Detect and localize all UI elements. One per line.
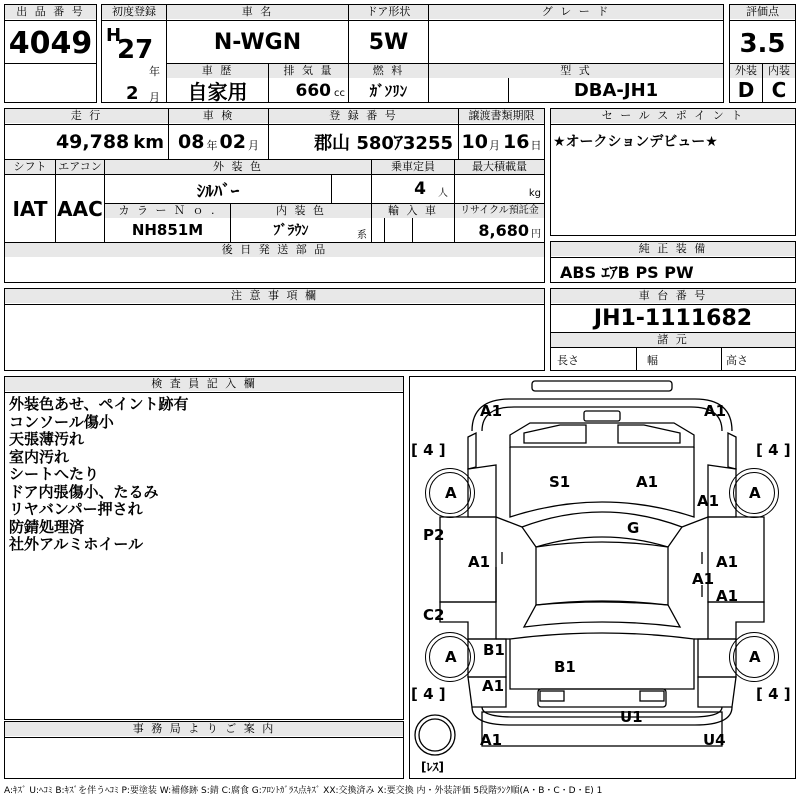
tire-grade-front-left: A	[445, 484, 457, 502]
damage-mark: A1	[636, 473, 659, 491]
inspection-month-unit: 月	[247, 138, 259, 152]
history: 自家用	[187, 80, 248, 104]
first-reg-label: 初度登録	[102, 5, 166, 19]
capacity: 4	[414, 179, 426, 199]
details-box	[4, 108, 545, 283]
damage-mark: A1	[480, 402, 503, 420]
notes-box	[4, 288, 545, 371]
score: 3.5	[739, 29, 786, 59]
inspection-year-unit: 年	[206, 138, 218, 152]
capacity-cell	[372, 175, 448, 203]
max-load-label: 最大積載量	[455, 160, 544, 174]
parts-label: 後 日 発 送 部 品	[5, 243, 544, 257]
width-label: 幅	[647, 354, 658, 367]
inspector-item: ドア内張傷小、たるみ	[9, 482, 159, 501]
shift: IAT	[12, 196, 48, 221]
damage-mark: G	[627, 519, 640, 537]
damage-mark: A1	[692, 570, 715, 588]
import	[372, 218, 454, 242]
ac-label: エアコン	[56, 160, 104, 174]
damage-mark: A1	[482, 677, 505, 695]
damage-mark: U1	[620, 708, 643, 726]
recycle-label: リサイクル預託金	[455, 204, 544, 218]
options-label: 純 正 装 備	[551, 242, 795, 256]
plate: 郡山 580ｱ3255	[314, 133, 453, 154]
mileage: 49,788	[55, 131, 130, 153]
displacement-cell	[269, 78, 345, 103]
import-label: 輸 入 車	[372, 204, 454, 218]
damage-mark: A1	[480, 731, 503, 749]
score-label: 評価点	[730, 5, 795, 19]
office-box	[4, 721, 404, 779]
chassis-label: 車 台 番 号	[551, 289, 795, 303]
damage-mark: C2	[423, 606, 445, 624]
era: H	[106, 25, 122, 46]
damage-mark: B1	[483, 641, 505, 659]
lot-box	[4, 4, 97, 103]
sales-point-text: ★オークションデビュー★	[553, 134, 718, 150]
interior-color-suffix: 系	[357, 230, 367, 241]
ac: AAC	[57, 196, 103, 221]
mileage-unit: km	[133, 131, 164, 153]
damage-mark: P2	[423, 526, 445, 544]
vehicle-header-box	[101, 4, 724, 103]
interior-color: ﾌﾞﾗｳﾝ	[273, 223, 309, 239]
tire-grade-rear-left: A	[445, 648, 457, 666]
fuel-label: 燃 料	[349, 64, 428, 78]
car-outline	[410, 377, 795, 778]
transfer-day-unit: 日	[530, 138, 542, 152]
grade-label: グ レ ー ド	[429, 5, 723, 19]
model-label: 型 式	[429, 64, 723, 78]
first-reg-month: 2	[126, 83, 139, 104]
inspector-list	[9, 396, 189, 554]
inspection-year: 08	[178, 131, 205, 153]
damage-mark: A1	[716, 553, 739, 571]
tread-front-right: [ 4 ]	[756, 441, 791, 459]
transfer-cell	[459, 125, 544, 159]
inspection-label: 車 検	[169, 109, 268, 123]
month-unit: 月	[149, 91, 160, 104]
color-no-label: カ ラ ー Ｎ ｏ .	[105, 204, 230, 218]
interior-color-label: 内 装 色	[231, 204, 371, 218]
transfer-day: 16	[503, 131, 530, 153]
inspector-box	[4, 376, 404, 720]
transfer-label: 譲渡書類期限	[459, 109, 544, 123]
interior-grade: C	[771, 78, 787, 102]
plate-label: 登 録 番 号	[269, 109, 458, 123]
recycle: 8,680	[478, 220, 529, 240]
inspection-cell	[169, 125, 268, 159]
shift-label: シフト	[5, 160, 55, 174]
tire-grade-front-right: A	[749, 484, 761, 502]
score-box	[729, 4, 796, 103]
damage-mark: A1	[468, 553, 491, 571]
door-label: ドア形状	[349, 5, 428, 19]
car-name-label: 車 名	[167, 5, 348, 19]
history-label: 車 歴	[167, 64, 268, 78]
inspector-item: シートへたり	[9, 465, 100, 483]
grade	[429, 21, 723, 63]
damage-mark: A1	[716, 587, 739, 605]
displacement-label: 排 気 量	[269, 64, 348, 78]
car-name: N-WGN	[213, 29, 302, 55]
door-type: 5W	[368, 29, 409, 55]
sales-point-box	[550, 108, 796, 236]
car-diagram	[409, 376, 796, 779]
tread-rear-left: [ 4 ]	[411, 685, 446, 703]
length-label: 長さ	[557, 354, 579, 367]
tread-rear-right: [ 4 ]	[756, 685, 791, 703]
exterior-label: 外装	[730, 64, 762, 78]
interior-label: 内装	[763, 64, 795, 78]
capacity-label: 乗車定員	[372, 160, 454, 174]
displacement-unit: cc	[334, 88, 345, 99]
options-box	[550, 241, 796, 283]
spare-tire-label: [ﾚｽ]	[421, 760, 444, 774]
chassis-box	[550, 288, 796, 371]
inspection-month: 02	[219, 131, 246, 153]
inspector-item: 外装色あせ、ペイント跡有	[9, 395, 189, 413]
recycle-unit: 円	[531, 229, 541, 240]
model-code: DBA-JH1	[573, 80, 659, 101]
first-reg-year: 27	[117, 35, 154, 65]
inspector-item: 室内汚れ	[9, 447, 70, 466]
damage-mark: B1	[554, 658, 576, 676]
sales-point-label: セ ー ル ス ポ イ ン ト	[551, 109, 795, 123]
options-text: ABS ｴｱB PS PW	[560, 263, 694, 282]
exterior-grade: D	[737, 78, 755, 102]
color-label: 外 装 色	[105, 160, 371, 174]
damage-mark: A1	[697, 492, 720, 510]
max-load-cell	[455, 175, 541, 203]
max-load-unit: kg	[528, 187, 541, 199]
height-label: 高さ	[726, 354, 748, 367]
office-label: 事 務 局 よ り ご 案 内	[5, 722, 403, 736]
damage-mark: U4	[703, 731, 726, 749]
notes-label: 注 意 事 項 欄	[5, 289, 544, 303]
capacity-unit: 人	[438, 188, 448, 199]
inspector-item: 天張薄汚れ	[9, 430, 85, 448]
inspector-item: コンソール傷小	[9, 412, 114, 431]
inspector-item: 防錆処理済	[9, 517, 85, 536]
mileage-cell	[5, 125, 164, 159]
tire-grade-rear-right: A	[749, 648, 761, 666]
mileage-label: 走 行	[5, 109, 168, 123]
dims-label: 諸 元	[551, 333, 795, 347]
inspector-item: 社外アルミホイール	[9, 535, 144, 553]
year-unit: 年	[149, 65, 160, 78]
lot-label: 出 品 番 号	[5, 5, 96, 19]
tread-front-left: [ 4 ]	[411, 441, 446, 459]
lot-number: 4049	[8, 25, 93, 61]
fuel: ｶﾞｿﾘﾝ	[369, 82, 408, 100]
inspector-item: リヤバンパー押され	[9, 500, 143, 518]
inspector-label: 検 査 員 記 入 欄	[5, 377, 403, 391]
damage-mark: A1	[704, 402, 727, 420]
color: ｼﾙﾊﾞｰ	[196, 181, 240, 202]
legend: A:ｷｽﾞ U:ﾍｺﾐ B:ｷｽﾞを伴うﾍｺﾐ P:要塗装 W:補修跡 S:錆 C:腐食 G:ﾌﾛﾝﾄｶﾞﾗｽ点ｷｽﾞ XX:交換済み X:要交換 内・外装評価 5段階ﾗﾝｸ順(A・B・C・D・E) 1	[4, 786, 603, 796]
color-no: NH851M	[131, 221, 204, 239]
displacement: 660	[295, 80, 331, 101]
chassis-number: JH1-1111682	[593, 306, 753, 331]
transfer-month: 10	[461, 131, 488, 153]
damage-mark: S1	[549, 473, 571, 491]
transfer-month-unit: 月	[489, 138, 500, 152]
recycle-cell	[455, 218, 541, 242]
